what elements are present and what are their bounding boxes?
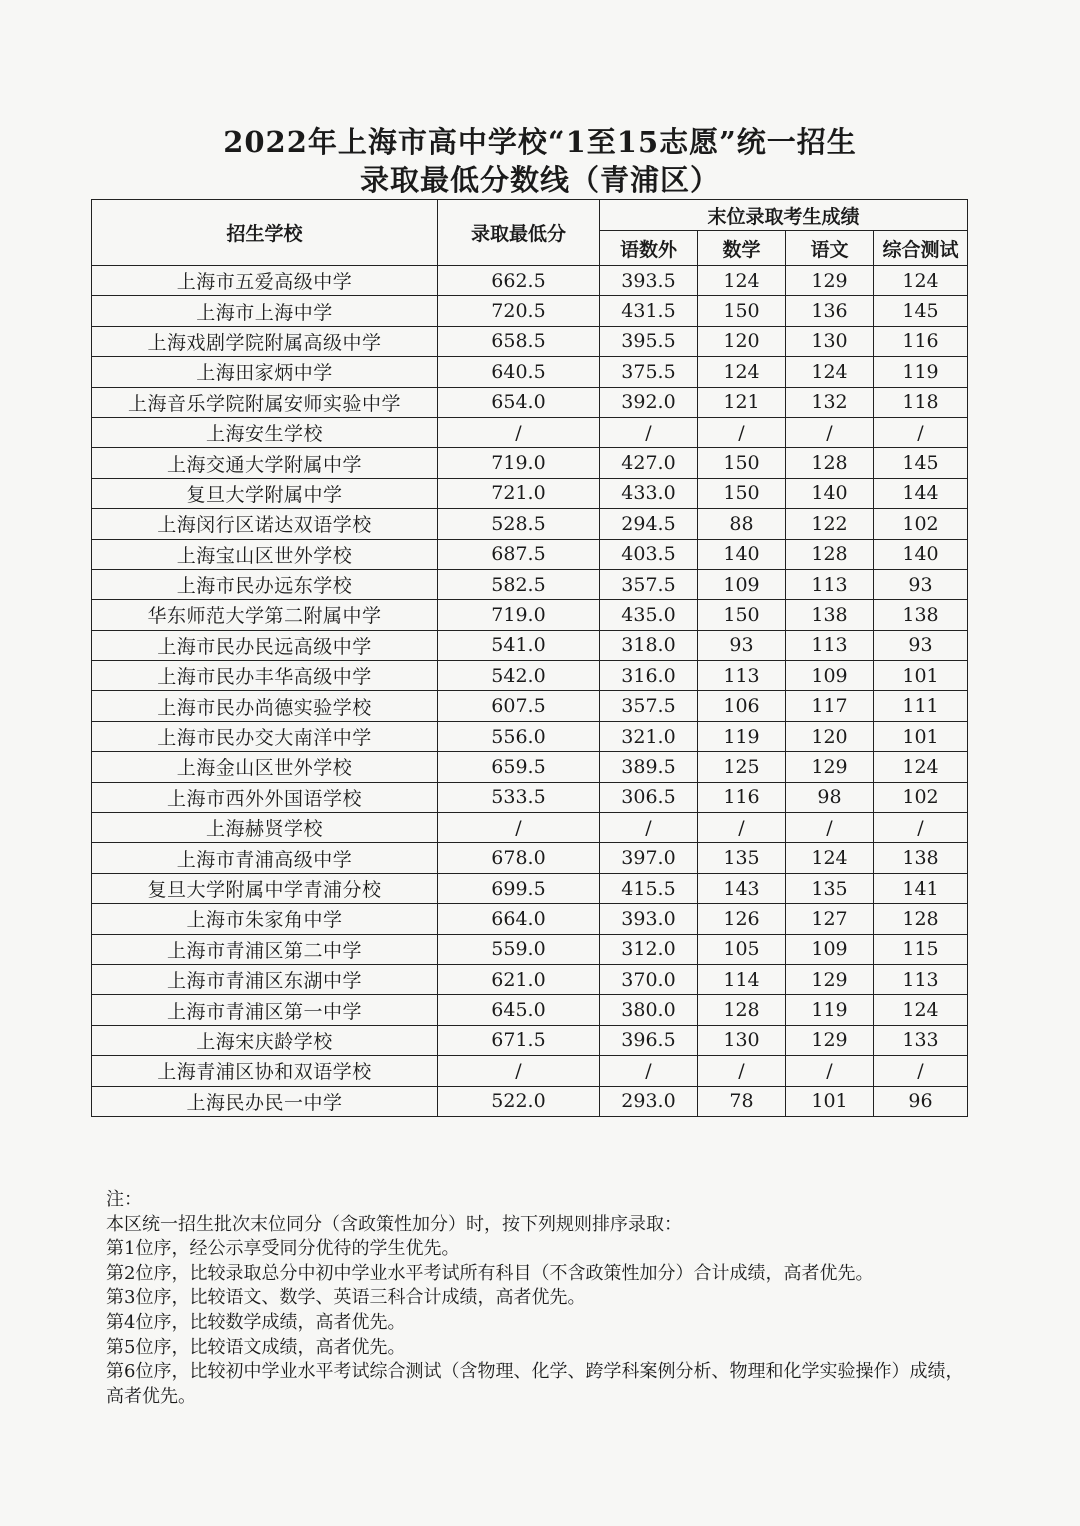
yushuwai-cell: 435.0	[600, 600, 698, 630]
comprehensive-cell: 124	[874, 266, 968, 296]
school-cell: 上海市上海中学	[92, 296, 438, 326]
chinese-cell: 98	[786, 782, 874, 812]
chinese-cell: 138	[786, 600, 874, 630]
school-cell: 上海安生学校	[92, 417, 438, 447]
math-cell: 116	[698, 782, 786, 812]
table-row	[92, 813, 968, 843]
table-row	[92, 1086, 968, 1116]
comprehensive-cell: 128	[874, 904, 968, 934]
table-row	[92, 995, 968, 1025]
school-cell: 上海民办民一中学	[92, 1086, 438, 1116]
chinese-cell: 113	[786, 569, 874, 599]
yushuwai-cell: /	[600, 813, 698, 843]
table-row	[92, 904, 968, 934]
min-score-cell: /	[438, 813, 600, 843]
header-school: 招生学校	[92, 200, 438, 266]
min-score-cell: 699.5	[438, 873, 600, 903]
note-line: 第6位序，比较初中学业水平考试综合测试（含物理、化学、跨学科案例分析、物理和化学实验操作）成绩，高者优先。	[106, 1361, 964, 1407]
min-score-cell: 645.0	[438, 995, 600, 1025]
yushuwai-cell: 396.5	[600, 1025, 698, 1055]
yushuwai-cell: 380.0	[600, 995, 698, 1025]
math-cell: 105	[698, 934, 786, 964]
table-row	[92, 600, 968, 630]
chinese-cell: 109	[786, 934, 874, 964]
comprehensive-cell: 138	[874, 843, 968, 873]
math-cell: 113	[698, 661, 786, 691]
comprehensive-cell: 124	[874, 995, 968, 1025]
table-row	[92, 1056, 968, 1086]
math-cell: 106	[698, 691, 786, 721]
chinese-cell: 127	[786, 904, 874, 934]
chinese-cell: 124	[786, 357, 874, 387]
chinese-cell: 124	[786, 843, 874, 873]
min-score-cell: 556.0	[438, 721, 600, 751]
yushuwai-cell: 306.5	[600, 782, 698, 812]
min-score-cell: 621.0	[438, 964, 600, 994]
yushuwai-cell: /	[600, 1056, 698, 1086]
comprehensive-cell: 115	[874, 934, 968, 964]
table-row	[92, 934, 968, 964]
comprehensive-cell: 118	[874, 387, 968, 417]
table-row	[92, 448, 968, 478]
min-score-cell: 533.5	[438, 782, 600, 812]
math-cell: /	[698, 1056, 786, 1086]
math-cell: 126	[698, 904, 786, 934]
school-cell: 上海宋庆龄学校	[92, 1025, 438, 1055]
min-score-cell: 658.5	[438, 326, 600, 356]
school-cell: 上海金山区世外学校	[92, 752, 438, 782]
comprehensive-cell: 119	[874, 357, 968, 387]
comprehensive-cell: 96	[874, 1086, 968, 1116]
school-cell: 上海市青浦区东湖中学	[92, 964, 438, 994]
table-row	[92, 782, 968, 812]
chinese-cell: 135	[786, 873, 874, 903]
page-subtitle: 录取最低分数线（青浦区）	[359, 163, 720, 197]
math-cell: 114	[698, 964, 786, 994]
comprehensive-cell: 101	[874, 661, 968, 691]
school-cell: 上海田家炳中学	[92, 357, 438, 387]
table-body	[92, 266, 968, 1117]
math-cell: 130	[698, 1025, 786, 1055]
min-score-cell: 662.5	[438, 266, 600, 296]
yushuwai-cell: 397.0	[600, 843, 698, 873]
comprehensive-cell: 140	[874, 539, 968, 569]
comprehensive-cell: 145	[874, 448, 968, 478]
yushuwai-cell: 403.5	[600, 539, 698, 569]
math-cell: /	[698, 417, 786, 447]
chinese-cell: 136	[786, 296, 874, 326]
min-score-cell: 720.5	[438, 296, 600, 326]
comprehensive-cell: 102	[874, 509, 968, 539]
comprehensive-cell: 93	[874, 630, 968, 660]
school-cell: 上海市五爱高级中学	[92, 266, 438, 296]
min-score-cell: 607.5	[438, 691, 600, 721]
comprehensive-cell: 116	[874, 326, 968, 356]
school-cell: 上海戏剧学院附属高级中学	[92, 326, 438, 356]
yushuwai-cell: 321.0	[600, 721, 698, 751]
math-cell: 150	[698, 478, 786, 508]
math-cell: 124	[698, 357, 786, 387]
min-score-cell: 719.0	[438, 600, 600, 630]
table-row	[92, 661, 968, 691]
comprehensive-cell: 124	[874, 752, 968, 782]
chinese-cell: 117	[786, 691, 874, 721]
table-row	[92, 326, 968, 356]
chinese-cell: 120	[786, 721, 874, 751]
table-row	[92, 387, 968, 417]
math-cell: 88	[698, 509, 786, 539]
note-line: 第4位序，比较数学成绩，高者优先。	[106, 1311, 406, 1333]
min-score-cell: 582.5	[438, 569, 600, 599]
math-cell: 119	[698, 721, 786, 751]
min-score-cell: 528.5	[438, 509, 600, 539]
min-score-cell: /	[438, 1056, 600, 1086]
school-cell: 复旦大学附属中学	[92, 478, 438, 508]
math-cell: 78	[698, 1086, 786, 1116]
min-score-cell: 687.5	[438, 539, 600, 569]
math-cell: 93	[698, 630, 786, 660]
comprehensive-cell: 101	[874, 721, 968, 751]
note-line: 第2位序，比较录取总分中初中学业水平考试所有科目（不含政策性加分）合计成绩，高者优先。	[106, 1262, 874, 1284]
math-cell: 150	[698, 448, 786, 478]
comprehensive-cell: 93	[874, 569, 968, 599]
school-cell: 上海市青浦高级中学	[92, 843, 438, 873]
school-cell: 上海市民办远东学校	[92, 569, 438, 599]
chinese-cell: 119	[786, 995, 874, 1025]
chinese-cell: 132	[786, 387, 874, 417]
min-score-cell: 559.0	[438, 934, 600, 964]
note-line: 第5位序，比较语文成绩，高者优先。	[106, 1336, 406, 1358]
notes-heading: 注：	[106, 1189, 142, 1210]
chinese-cell: /	[786, 1056, 874, 1086]
yushuwai-cell: 395.5	[600, 326, 698, 356]
chinese-cell: 113	[786, 630, 874, 660]
chinese-cell: 130	[786, 326, 874, 356]
yushuwai-cell: 357.5	[600, 569, 698, 599]
math-cell: 124	[698, 266, 786, 296]
school-cell: 上海市民办民远高级中学	[92, 630, 438, 660]
table-row	[92, 539, 968, 569]
school-cell: 上海宝山区世外学校	[92, 539, 438, 569]
comprehensive-cell: 145	[874, 296, 968, 326]
chinese-cell: 129	[786, 266, 874, 296]
table-row	[92, 569, 968, 599]
note-line: 本区统一招生批次末位同分（含政策性加分）时，按下列规则排序录取：	[106, 1213, 682, 1235]
table-row	[92, 873, 968, 903]
min-score-cell: 654.0	[438, 387, 600, 417]
yushuwai-cell: 393.5	[600, 266, 698, 296]
school-cell: 上海市民办尚德实验学校	[92, 691, 438, 721]
notes-section	[106, 1188, 976, 1409]
table-row	[92, 630, 968, 660]
yushuwai-cell: 392.0	[600, 387, 698, 417]
math-cell: 128	[698, 995, 786, 1025]
page-title: 2022年上海市高中学校“1至15志愿”统一招生	[223, 125, 857, 159]
table-row	[92, 843, 968, 873]
min-score-cell: 719.0	[438, 448, 600, 478]
header-chinese: 语文	[786, 231, 874, 266]
chinese-cell: 128	[786, 448, 874, 478]
comprehensive-cell: 113	[874, 964, 968, 994]
chinese-cell: /	[786, 813, 874, 843]
chinese-cell: 129	[786, 752, 874, 782]
school-cell: 上海市朱家角中学	[92, 904, 438, 934]
school-cell: 上海赫贤学校	[92, 813, 438, 843]
min-score-cell: 522.0	[438, 1086, 600, 1116]
math-cell: 109	[698, 569, 786, 599]
header-comprehensive: 综合测试	[874, 231, 968, 266]
yushuwai-cell: 316.0	[600, 661, 698, 691]
school-cell: 华东师范大学第二附属中学	[92, 600, 438, 630]
note-line: 第3位序，比较语文、数学、英语三科合计成绩，高者优先。	[106, 1287, 586, 1309]
math-cell: 143	[698, 873, 786, 903]
header-yushuwai: 语数外	[600, 231, 698, 266]
yushuwai-cell: 427.0	[600, 448, 698, 478]
math-cell: 150	[698, 600, 786, 630]
min-score-cell: 541.0	[438, 630, 600, 660]
math-cell: 120	[698, 326, 786, 356]
math-cell: 121	[698, 387, 786, 417]
yushuwai-cell: /	[600, 417, 698, 447]
min-score-cell: 659.5	[438, 752, 600, 782]
math-cell: 140	[698, 539, 786, 569]
math-cell: 150	[698, 296, 786, 326]
header-last-admitted: 末位录取考生成绩	[600, 200, 968, 231]
math-cell: 125	[698, 752, 786, 782]
chinese-cell: 129	[786, 1025, 874, 1055]
min-score-cell: /	[438, 417, 600, 447]
min-score-cell: 678.0	[438, 843, 600, 873]
min-score-cell: 664.0	[438, 904, 600, 934]
table-row	[92, 266, 968, 296]
comprehensive-cell: /	[874, 813, 968, 843]
school-cell: 上海青浦区协和双语学校	[92, 1056, 438, 1086]
yushuwai-cell: 294.5	[600, 509, 698, 539]
yushuwai-cell: 293.0	[600, 1086, 698, 1116]
table-row	[92, 478, 968, 508]
yushuwai-cell: 357.5	[600, 691, 698, 721]
table-row	[92, 509, 968, 539]
yushuwai-cell: 389.5	[600, 752, 698, 782]
table-row	[92, 296, 968, 326]
math-cell: /	[698, 813, 786, 843]
admission-score-table	[91, 199, 968, 1117]
comprehensive-cell: /	[874, 417, 968, 447]
chinese-cell: /	[786, 417, 874, 447]
school-cell: 上海市民办交大南洋中学	[92, 721, 438, 751]
table-row	[92, 964, 968, 994]
note-line: 第1位序，经公示享受同分优待的学生优先。	[106, 1238, 460, 1260]
table-row	[92, 1025, 968, 1055]
comprehensive-cell: 102	[874, 782, 968, 812]
yushuwai-cell: 433.0	[600, 478, 698, 508]
chinese-cell: 140	[786, 478, 874, 508]
math-cell: 135	[698, 843, 786, 873]
chinese-cell: 109	[786, 661, 874, 691]
yushuwai-cell: 375.5	[600, 357, 698, 387]
comprehensive-cell: 133	[874, 1025, 968, 1055]
header-math: 数学	[698, 231, 786, 266]
comprehensive-cell: 141	[874, 873, 968, 903]
school-cell: 上海市青浦区第二中学	[92, 934, 438, 964]
chinese-cell: 122	[786, 509, 874, 539]
comprehensive-cell: 138	[874, 600, 968, 630]
yushuwai-cell: 393.0	[600, 904, 698, 934]
chinese-cell: 129	[786, 964, 874, 994]
table-row	[92, 752, 968, 782]
school-cell: 上海交通大学附属中学	[92, 448, 438, 478]
school-cell: 上海市西外外国语学校	[92, 782, 438, 812]
table-row	[92, 691, 968, 721]
min-score-cell: 721.0	[438, 478, 600, 508]
table-row	[92, 357, 968, 387]
yushuwai-cell: 312.0	[600, 934, 698, 964]
yushuwai-cell: 318.0	[600, 630, 698, 660]
comprehensive-cell: 144	[874, 478, 968, 508]
chinese-cell: 101	[786, 1086, 874, 1116]
min-score-cell: 542.0	[438, 661, 600, 691]
min-score-cell: 640.5	[438, 357, 600, 387]
yushuwai-cell: 415.5	[600, 873, 698, 903]
school-cell: 上海市民办丰华高级中学	[92, 661, 438, 691]
table-row	[92, 721, 968, 751]
header-min-score: 录取最低分	[438, 200, 600, 266]
comprehensive-cell: 111	[874, 691, 968, 721]
min-score-cell: 671.5	[438, 1025, 600, 1055]
chinese-cell: 128	[786, 539, 874, 569]
school-cell: 上海闵行区诺达双语学校	[92, 509, 438, 539]
comprehensive-cell: /	[874, 1056, 968, 1086]
yushuwai-cell: 431.5	[600, 296, 698, 326]
school-cell: 上海市青浦区第一中学	[92, 995, 438, 1025]
yushuwai-cell: 370.0	[600, 964, 698, 994]
school-cell: 复旦大学附属中学青浦分校	[92, 873, 438, 903]
table-row	[92, 417, 968, 447]
school-cell: 上海音乐学院附属安师实验中学	[92, 387, 438, 417]
